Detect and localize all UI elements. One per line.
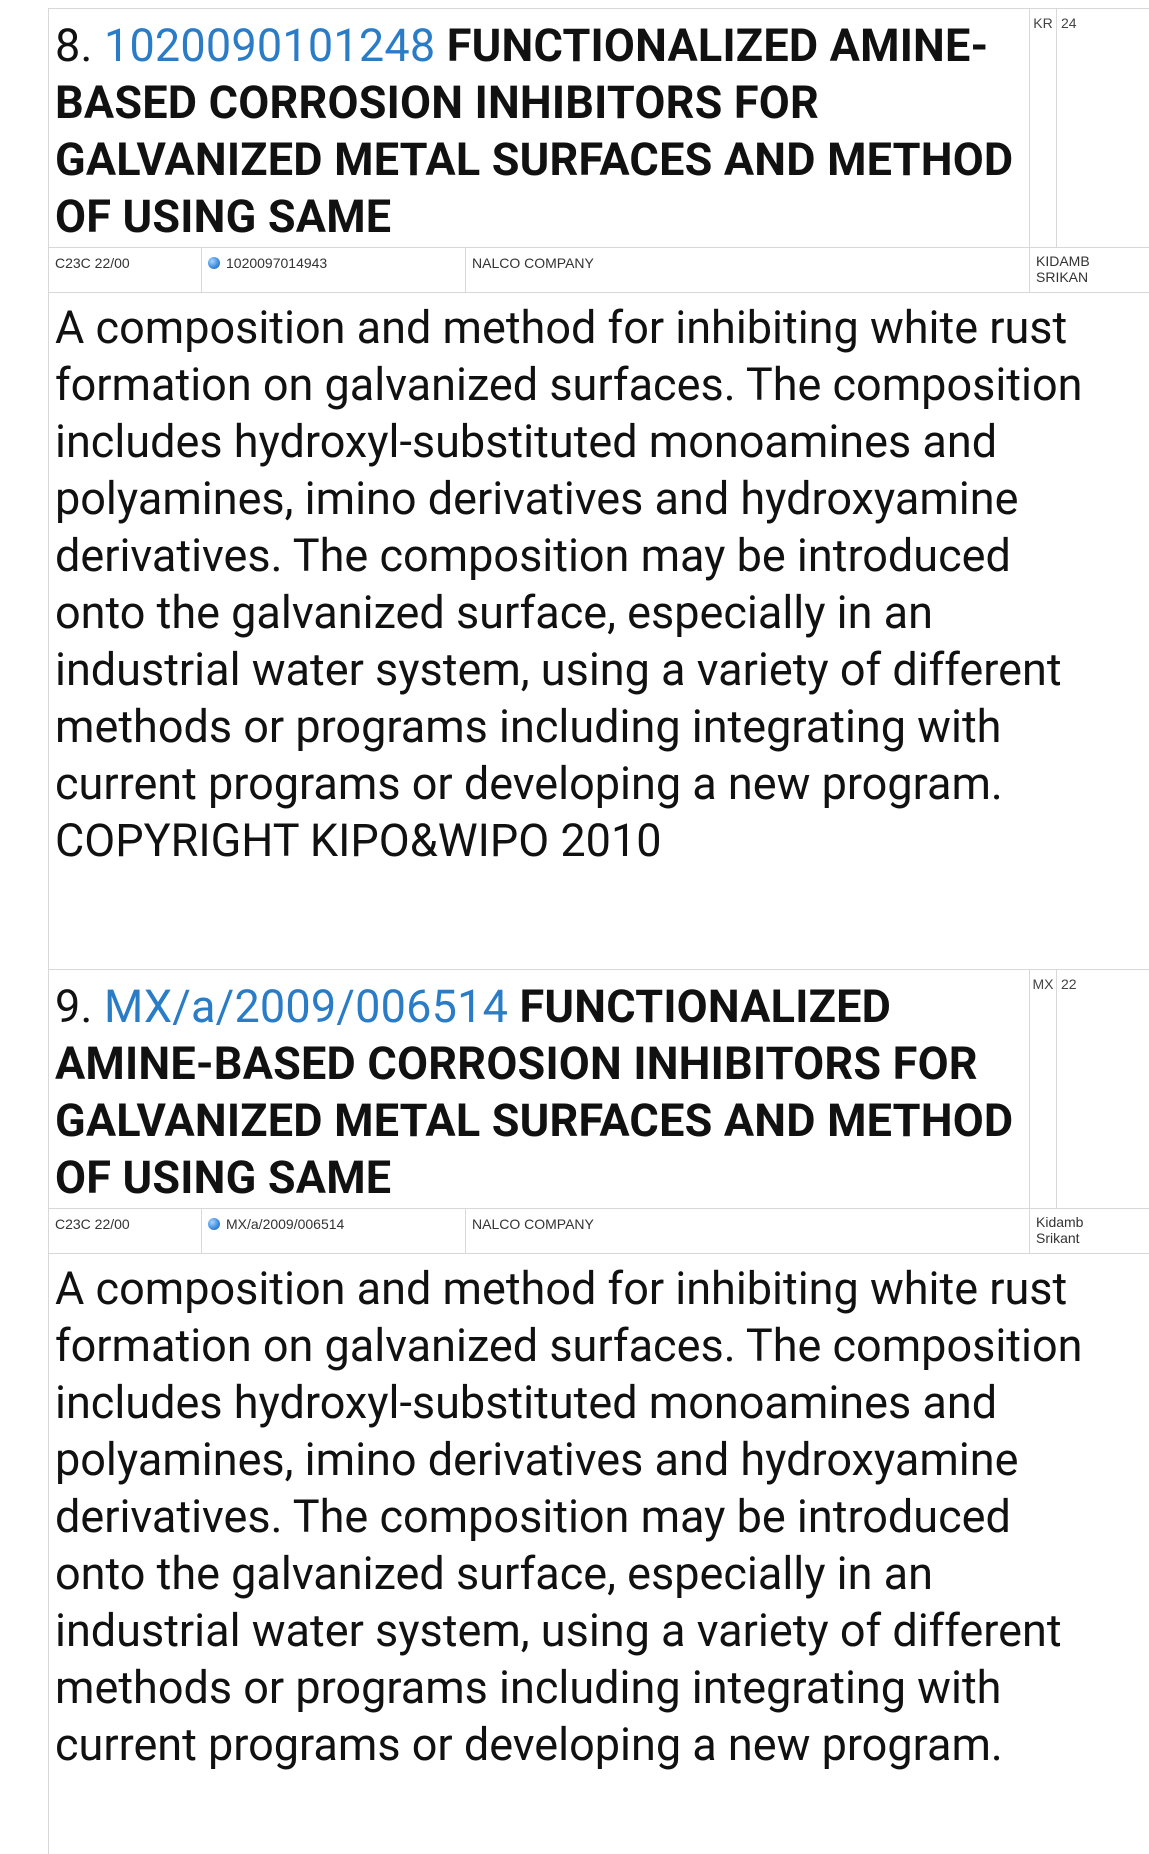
publication-number-link[interactable]: 1020090101248 [103,19,436,72]
inventor-name-line1: KIDAMB [1036,253,1090,269]
result-title-row [49,969,1149,1209]
publication-date: 24 [1061,15,1077,31]
globe-icon [208,1218,220,1230]
inventor-name-line1: Kidamb [1036,1214,1084,1230]
inventor-name [1029,248,1129,292]
application-number: 1020097014943 [226,255,328,271]
country-code: KR [1029,9,1057,247]
applicant-name: NALCO COMPANY [472,1216,594,1232]
result-abstract: A composition and method for inhibiting white rust formation on galvanized surfaces. The composition includes hydroxyl-substituted monoamines and polyamines, imino derivatives and hydroxyamine derivatives. The composition may be introduced onto the galvanized surface, especially in an industrial water system, using a variety of different methods or programs including integrating with current programs or developing a new program. [55,1262,1083,1771]
publication-number-link[interactable]: MX/a/2009/006514 [103,980,509,1033]
result-meta-row [49,1209,1149,1254]
result-title-row [49,8,1149,248]
applicant-name: NALCO COMPANY [472,255,594,271]
abstract-container [49,293,1149,969]
country-code: MX [1029,970,1057,1208]
result-title-text: FUNCTIONALIZED AMINE-BASED CORROSION INHIBITORS FOR GALVANIZED METAL SURFACES AND METHOD OF USING SAME [55,980,1014,1204]
result-item [49,8,1149,969]
inventor-name-line2: SRIKAN [1036,269,1089,285]
globe-icon [208,257,220,269]
abstract-container [49,1254,1149,1854]
ipc-classification: C23C 22/00 [55,1216,130,1232]
result-meta-row [49,248,1149,293]
application-number-cell [201,1209,466,1253]
application-number: MX/a/2009/006514 [226,1216,345,1232]
result-title-text: FUNCTIONALIZED AMINE-BASED CORROSION INHIBITORS FOR GALVANIZED METAL SURFACES AND METHOD OF USING SAME [55,19,1014,243]
publication-date: 22 [1061,976,1077,992]
ipc-classification: C23C 22/00 [55,255,130,271]
inventor-name-line2: Srikant [1036,1230,1080,1246]
application-number-cell [201,248,466,292]
result-item [49,969,1149,1854]
result-number: 9. [55,980,93,1033]
result-title [55,978,1025,1206]
result-abstract: A composition and method for inhibiting white rust formation on galvanized surfaces. The composition includes hydroxyl-substituted monoamines and polyamines, imino derivatives and hydroxyamine derivatives. The composition may be introduced onto the galvanized surface, especially in an industrial water system, using a variety of different methods or programs including integrating with current programs or developing a new program. COPYRIGHT KIPO&WIPO 2010 [55,301,1083,867]
result-title [55,17,1025,245]
result-number: 8. [55,19,93,72]
inventor-name [1029,1209,1129,1253]
result-list [48,8,1149,1854]
